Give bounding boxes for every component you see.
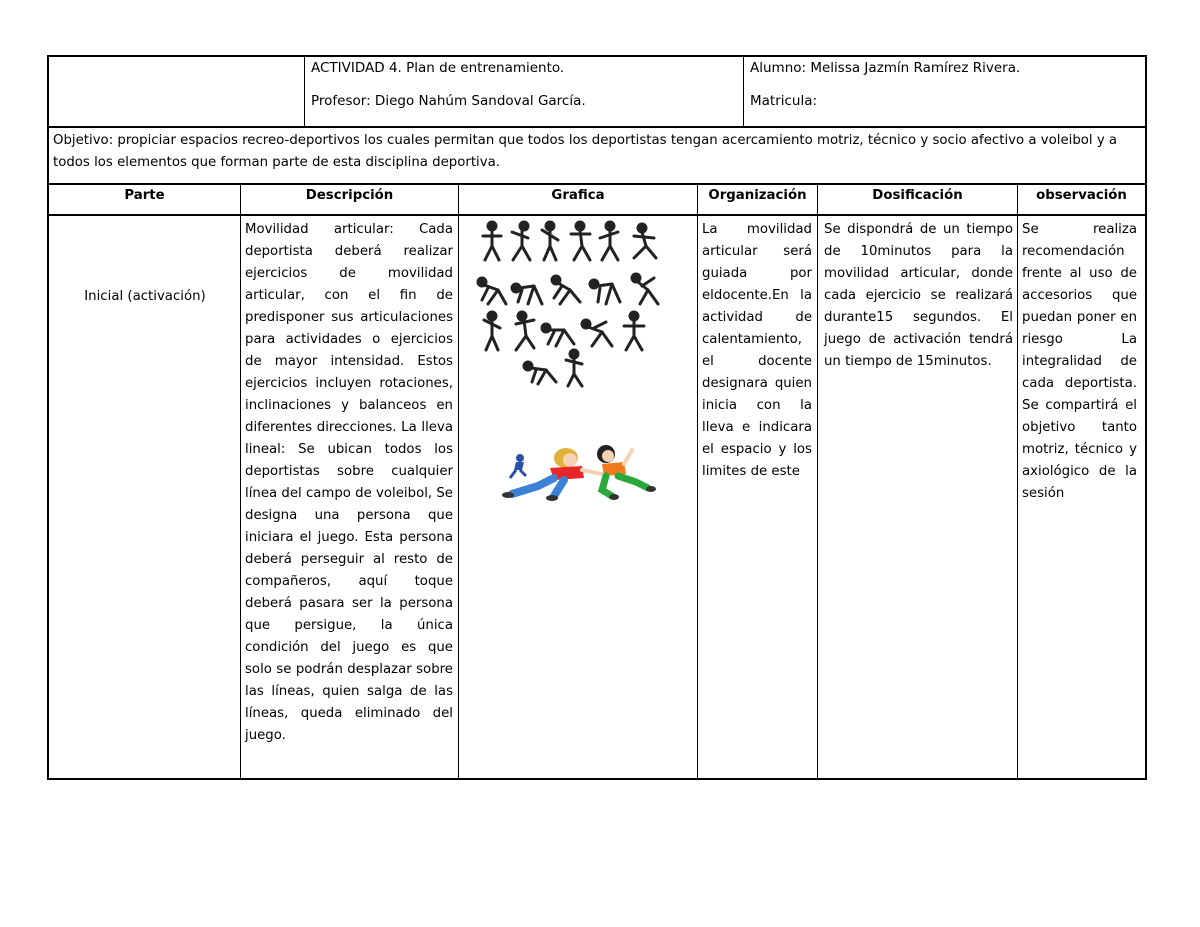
row-descripcion: Movilidad articular: Cada deportista deberá realizar ejercicios de movilidad articular, con el fin de predisponer sus articulaciones para actividades o ejercicios de mayor intensidad. Estos ejercicios incluyen rotaciones, inclinaciones y balanceos en diferentes direcciones. La lleva lineal: Se ubican todos los deportistas sobre cualquier línea del campo de voleibol, Se designa una persona que iniciara el juego. Esta persona deberá perseguir al resto de compañeros, aquí toque deberá pasara ser la persona que persigue, la única condición del juego es que solo se podrán desplazar sobre las líneas, quien salga de las líneas, queda eliminado del juego. [245,222,453,743]
id-label: Matricula: [750,93,818,109]
col-divider-5 [1017,183,1018,780]
colhead-bottom-rule [47,214,1147,216]
col-divider-2 [458,183,459,780]
table-border-left [47,55,49,780]
header-divider-2 [743,55,744,127]
teacher-name: Profesor: Diego Nahúm Sandoval García. [311,93,586,109]
activity-title: ACTIVIDAD 4. Plan de entrenamiento. [311,60,565,76]
objective-text: Objetivo: propiciar espacios recreo-deportivos los cuales permitan que todos los deportistas tengan acercamiento motriz, técnico y socio afectivo a voleibol y a todos los elementos que forman parte de esta disciplina deportiva. [53,133,1118,170]
colhead-observacion: observación [1036,188,1127,203]
col-divider-4 [817,183,818,780]
colhead-dosificacion: Dosificación [872,188,963,203]
col-divider-3 [697,183,698,780]
running-children-image [498,440,658,502]
colhead-organizacion: Organización [708,188,807,203]
col-divider-1 [240,183,241,780]
row-parte: Inicial (activación) [84,289,206,304]
table-border-bottom [47,778,1147,780]
chase-game-icon [498,440,658,502]
colhead-grafica: Grafica [551,188,605,203]
header-divider-1 [304,55,305,127]
row-organizacion: La movilidad articular será guiada por eldocente.En la actividad de calentamiento, el docente designara quien inicia con la lleva e indicara el espacio y los limites de este [702,222,812,479]
row-observacion: Se realiza recomendación frente al uso de accesorios que puedan poner en riesgo La integralidad de cada deportista. Se compartirá el objetivo tanto motriz, técnico y axiológico de la sesión [1022,222,1137,501]
table-border-right [1145,55,1147,780]
row-dosificacion: Se dispondrá de un tiempo de 10minutos para la movilidad articular, donde cada ejercicio se realizará durante15 segundos. El juego de activación tendrá un tiempo de 15minutos. [824,222,1013,369]
colhead-parte: Parte [124,188,165,203]
exercise-figures-image [470,218,682,388]
stretching-figures-icon [470,218,682,388]
student-name: Alumno: Melissa Jazmín Ramírez Rivera. [750,60,1021,76]
colhead-descripcion: Descripción [305,188,394,203]
header-bottom-rule [47,126,1147,128]
